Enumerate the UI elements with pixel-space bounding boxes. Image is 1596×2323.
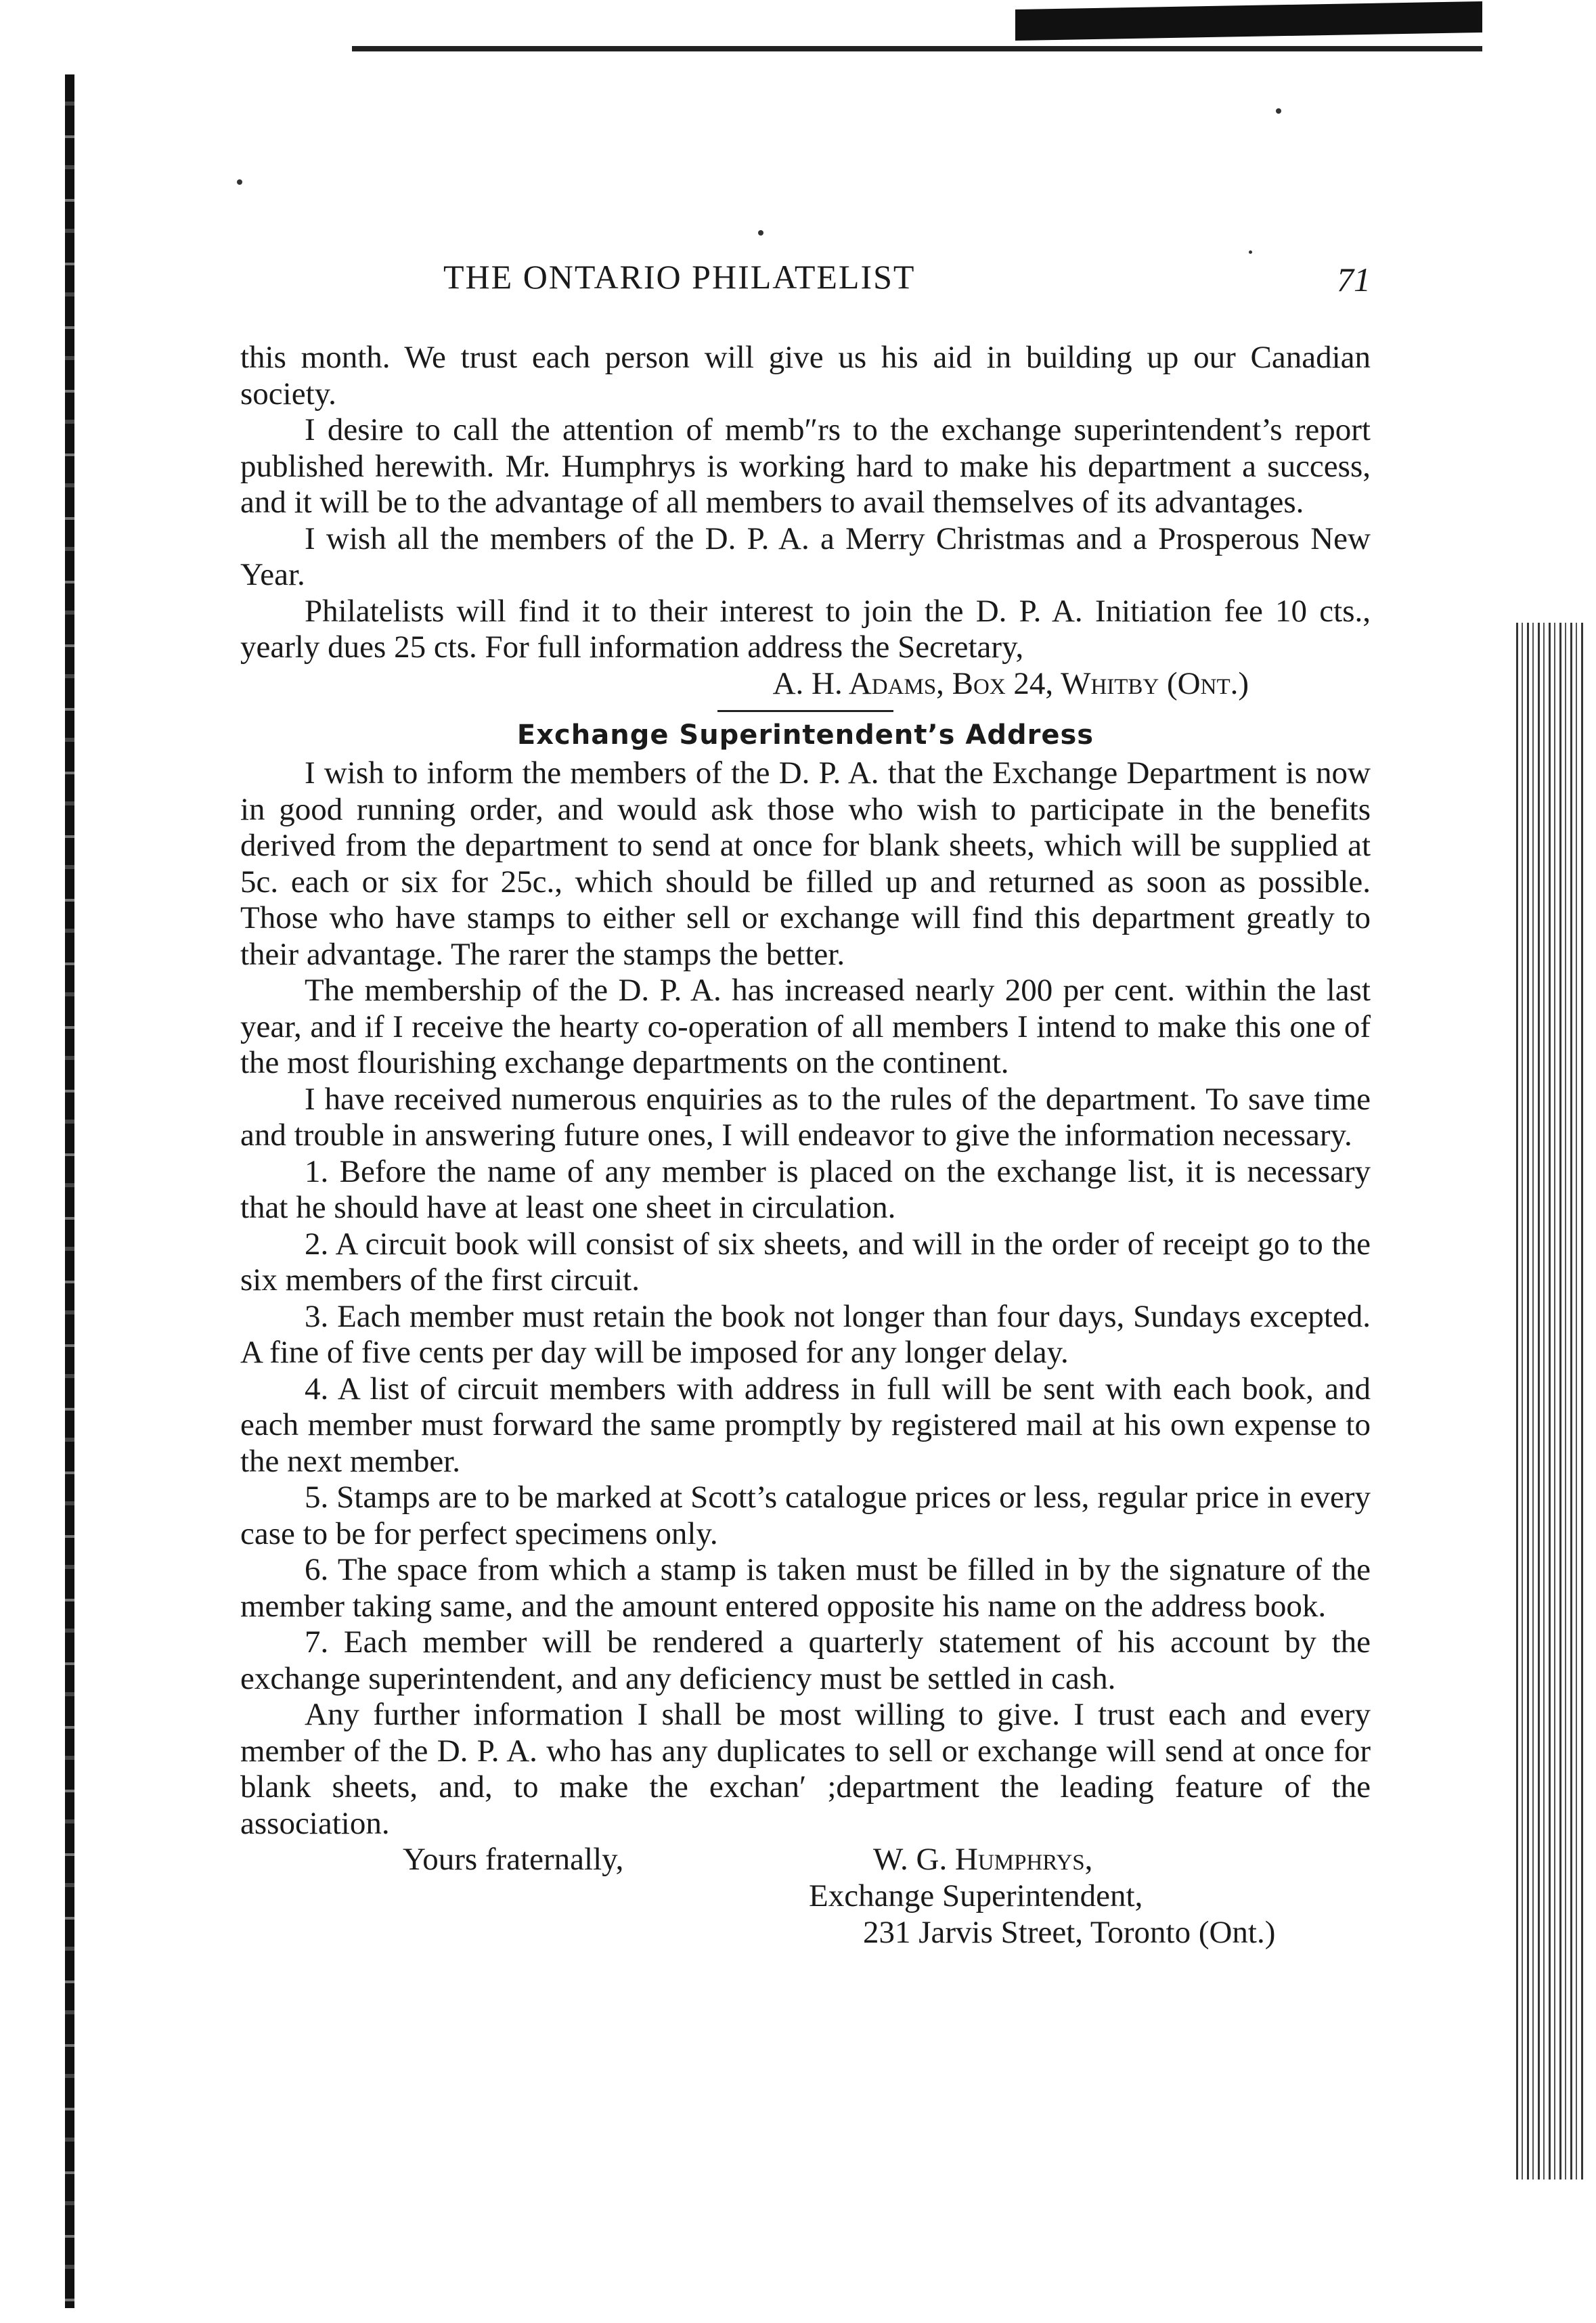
paragraph: I wish to inform the members of the D. P. A. that the Exchange Department is now in good running order, and would ask those who wish to participate in the benefits derived from the department to send at once for blank sheets, which will be supplied at 5c. each or six for 25c., which should be filled up and returned as soon as possible. Those who have stamps to either sell or exchange will find this department greatly to their advantage. The rarer the stamps the better. [240,755,1371,972]
rule-item: 7. Each member will be rendered a quarterly statement of his account by the exchange superintendent, and any deficiency must be settled in cash. [240,1624,1371,1696]
scan-speck [1276,108,1281,114]
running-title: THE ONTARIO PHILATELIST [443,258,916,296]
rule-item: 4. A list of circuit members with address in full will be sent with each book, and each member must forward the same promptly by registered mail at his own expense to the next member. [240,1371,1371,1479]
section-divider [717,710,893,712]
scan-top-rule [352,46,1482,51]
secretary-signature: A. H. Adams, Box 24, Whitby (Ont.) [772,665,1249,701]
signer-title: Exchange Superintendent, [809,1878,1143,1913]
page-number: 71 [1337,261,1371,298]
page-header [240,257,1371,305]
scan-top-border [1015,1,1482,41]
scan-left-edge [65,74,74,2308]
rule-item: 2. A circuit book will consist of six sheets, and will in the order of receipt go to the six members of the first circuit. [240,1226,1371,1298]
signer-address: 231 Jarvis Street, Toronto (Ont.) [863,1915,1276,1950]
rule-item: 1. Before the name of any member is placed on the exchange list, it is necessary that he should have at least one sheet in circulation. [240,1153,1371,1225]
rule-item: 5. Stamps are to be marked at Scott’s catalogue prices or less, regular price in every case to be for perfect specimens only. [240,1480,1371,1551]
paragraph: I wish all the members of the D. P. A. a Merry Christmas and a Prosperous New Year. [240,521,1371,592]
article-heading: Exchange Superintendent’s Address [516,720,1094,751]
signature-block [240,1842,1371,1957]
paragraph: I have received numerous enquiries as to the rules of the department. To save time and trouble in answering future ones, I will endeavor to give the information necessary. [240,1081,1371,1153]
rule-item: 3. Each member must retain the book not longer than four days, Sundays excepted. A fine of five cents per day will be imposed for any longer delay. [240,1298,1371,1370]
paragraph: I desire to call the attention of memb″rs to the exchange superintendent’s report published herewith. Mr. Humphrys is working hard to make his department a success, and it will be to the advantage of all members to avail themselves of its advantages. [240,412,1371,520]
closing: Yours fraternally, [403,1842,624,1877]
paragraph: Any further information I shall be most willing to give. I trust each and every member of the D. P. A. who has any duplicates to sell or exchange will send at once for blank sheets, and, to make the exchan′ ;department the leading feature of the association. [240,1697,1371,1841]
scan-speck [237,179,242,185]
scan-right-edge [1516,623,1584,2180]
paragraph: this month. We trust each person will give us his aid in building up our Canadian society. [240,340,1371,412]
paragraph: The membership of the D. P. A. has increased nearly 200 per cent. within the last year, and if I receive the hearty co-operation of all members I intend to make this one of the most flourishing exchange departments on the continent. [240,973,1371,1080]
signer-name: W. G. Humphrys, [873,1842,1093,1877]
scan-speck [1249,250,1252,254]
rule-item: 6. The space from which a stamp is taken must be filled in by the signature of the member taking same, and the amount entered opposite his name on the address book. [240,1552,1371,1624]
scan-speck [758,230,763,236]
paragraph: Philatelists will find it to their interest to join the D. P. A. Initiation fee 10 cts., yearly dues 25 cts. For full information address the Secretary, [240,593,1371,665]
page-body [240,340,1371,1957]
